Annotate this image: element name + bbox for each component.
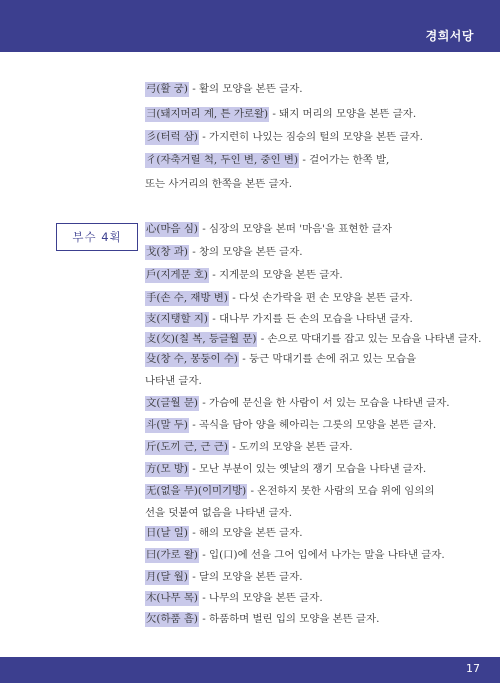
entry-dipper bbox=[145, 418, 475, 432]
entry-term: 戶(지게문 호) bbox=[146, 269, 208, 281]
entry-term: 手(손 수, 재방 변) bbox=[146, 292, 228, 304]
entry-strike bbox=[145, 332, 482, 346]
entry-term: 日(날 일) bbox=[146, 527, 188, 539]
entry-hand bbox=[145, 291, 475, 305]
entry-weapon bbox=[145, 352, 475, 366]
entry-term: 心(마음 심) bbox=[146, 223, 198, 235]
entry-term: 攴(攵)(칠 복, 등글월 문) bbox=[146, 333, 257, 345]
entry-desc: - 가지런히 나있는 짐승의 털의 모양을 본뜬 글자. bbox=[198, 131, 423, 143]
entry-desc: - 활의 모양을 본뜬 글자. bbox=[188, 83, 303, 95]
entry-term: 木(나무 목) bbox=[146, 592, 198, 604]
entry-desc: - 해의 모양을 본뜬 글자. bbox=[188, 527, 303, 539]
entry-hair bbox=[145, 130, 475, 144]
entry-desc: - 걸어가는 한쪽 발, bbox=[299, 154, 390, 166]
entry-desc: - 둥근 막대기를 손에 쥐고 있는 모습을 bbox=[238, 353, 417, 365]
entry-term: 无(없을 무)(이미기방) bbox=[146, 485, 247, 497]
entry-weapon-continuation: 나타낸 글자. bbox=[145, 375, 202, 387]
entry-step-continuation: 또는 사거리의 한쪽을 본뜬 글자. bbox=[145, 178, 292, 190]
entry-heart bbox=[145, 222, 475, 236]
entry-sun bbox=[145, 526, 475, 540]
brand-title: 경희서당 bbox=[425, 29, 474, 43]
entry-term: 彐(돼지머리 계, 튼 가로왈) bbox=[146, 108, 269, 120]
entry-branch bbox=[145, 312, 475, 326]
entry-desc: - 달의 모양을 본뜬 글자. bbox=[188, 571, 303, 583]
entry-desc: - 입(口)에 선을 그어 입에서 나가는 말을 나타낸 글자. bbox=[198, 549, 445, 561]
entry-desc: - 대나무 가지를 든 손의 모습을 나타낸 글자. bbox=[208, 313, 413, 325]
entry-desc: - 지게문의 모양을 본뜬 글자. bbox=[208, 269, 343, 281]
entry-desc: - 하품하며 벌린 입의 모양을 본뜬 글자. bbox=[198, 613, 380, 625]
entry-term: 方(모 방) bbox=[146, 463, 188, 475]
entry-desc: - 심장의 모양을 본떠 '마음'을 표현한 글자 bbox=[198, 223, 392, 235]
entry-square bbox=[145, 462, 475, 476]
entry-term: 戈(창 과) bbox=[146, 246, 188, 258]
entry-moon bbox=[145, 570, 475, 584]
entry-desc: - 온전하지 못한 사람의 모습 위에 임의의 bbox=[247, 485, 435, 497]
page-number: 17 bbox=[466, 662, 480, 675]
entry-desc: - 나무의 모양을 본뜬 글자. bbox=[198, 592, 323, 604]
entry-term: 彡(터럭 삼) bbox=[146, 131, 198, 143]
entry-desc: - 모난 부분이 있는 옛날의 쟁기 모습을 나타낸 글자. bbox=[188, 463, 427, 475]
entry-desc: - 가슴에 문신을 한 사람이 서 있는 모습을 나타낸 글자. bbox=[198, 397, 450, 409]
entry-term: 曰(가로 왈) bbox=[146, 549, 198, 561]
entry-term: 月(달 월) bbox=[146, 571, 188, 583]
entry-not-continuation: 선을 덧붙여 없음을 나타낸 글자. bbox=[145, 507, 292, 519]
header-bar bbox=[0, 0, 500, 52]
entry-term: 弓(활 궁) bbox=[146, 83, 188, 95]
entry-axe bbox=[145, 440, 475, 454]
entry-step bbox=[145, 153, 475, 167]
entry-term: 支(지탱할 지) bbox=[146, 313, 208, 325]
entry-desc: - 창의 모양을 본뜬 글자. bbox=[188, 246, 303, 258]
entry-bow bbox=[145, 82, 475, 96]
entry-yawn bbox=[145, 612, 475, 626]
footer-bar bbox=[0, 657, 500, 683]
entry-term: 斤(도끼 근, 근 근) bbox=[146, 441, 228, 453]
section-label-4-strokes: 부수 4획 bbox=[56, 223, 138, 251]
entry-spear bbox=[145, 245, 475, 259]
entry-desc: - 돼지 머리의 모양을 본뜬 글자. bbox=[269, 108, 417, 120]
entry-script bbox=[145, 396, 475, 410]
entry-desc: - 도끼의 모양을 본뜬 글자. bbox=[228, 441, 353, 453]
entry-term: 欠(하품 흠) bbox=[146, 613, 198, 625]
entry-term: 彳(자축거릴 척, 두인 변, 중인 변) bbox=[146, 154, 299, 166]
entry-desc: - 다섯 손가락을 편 손 모양을 본뜬 글자. bbox=[228, 292, 413, 304]
entry-term: 文(글월 문) bbox=[146, 397, 198, 409]
entry-door bbox=[145, 268, 475, 282]
entry-not bbox=[145, 484, 475, 498]
entry-term: 斗(말 두) bbox=[146, 419, 188, 431]
entry-say bbox=[145, 548, 475, 562]
entry-desc: - 곡식을 담아 양을 헤아리는 그릇의 모양을 본뜬 글자. bbox=[188, 419, 437, 431]
entry-desc: - 손으로 막대기를 잡고 있는 모습을 나타낸 글자. bbox=[257, 333, 482, 345]
entry-tree bbox=[145, 591, 475, 605]
entry-term: 殳(창 수, 몽둥이 수) bbox=[146, 353, 238, 365]
entry-pig-head bbox=[145, 107, 475, 121]
